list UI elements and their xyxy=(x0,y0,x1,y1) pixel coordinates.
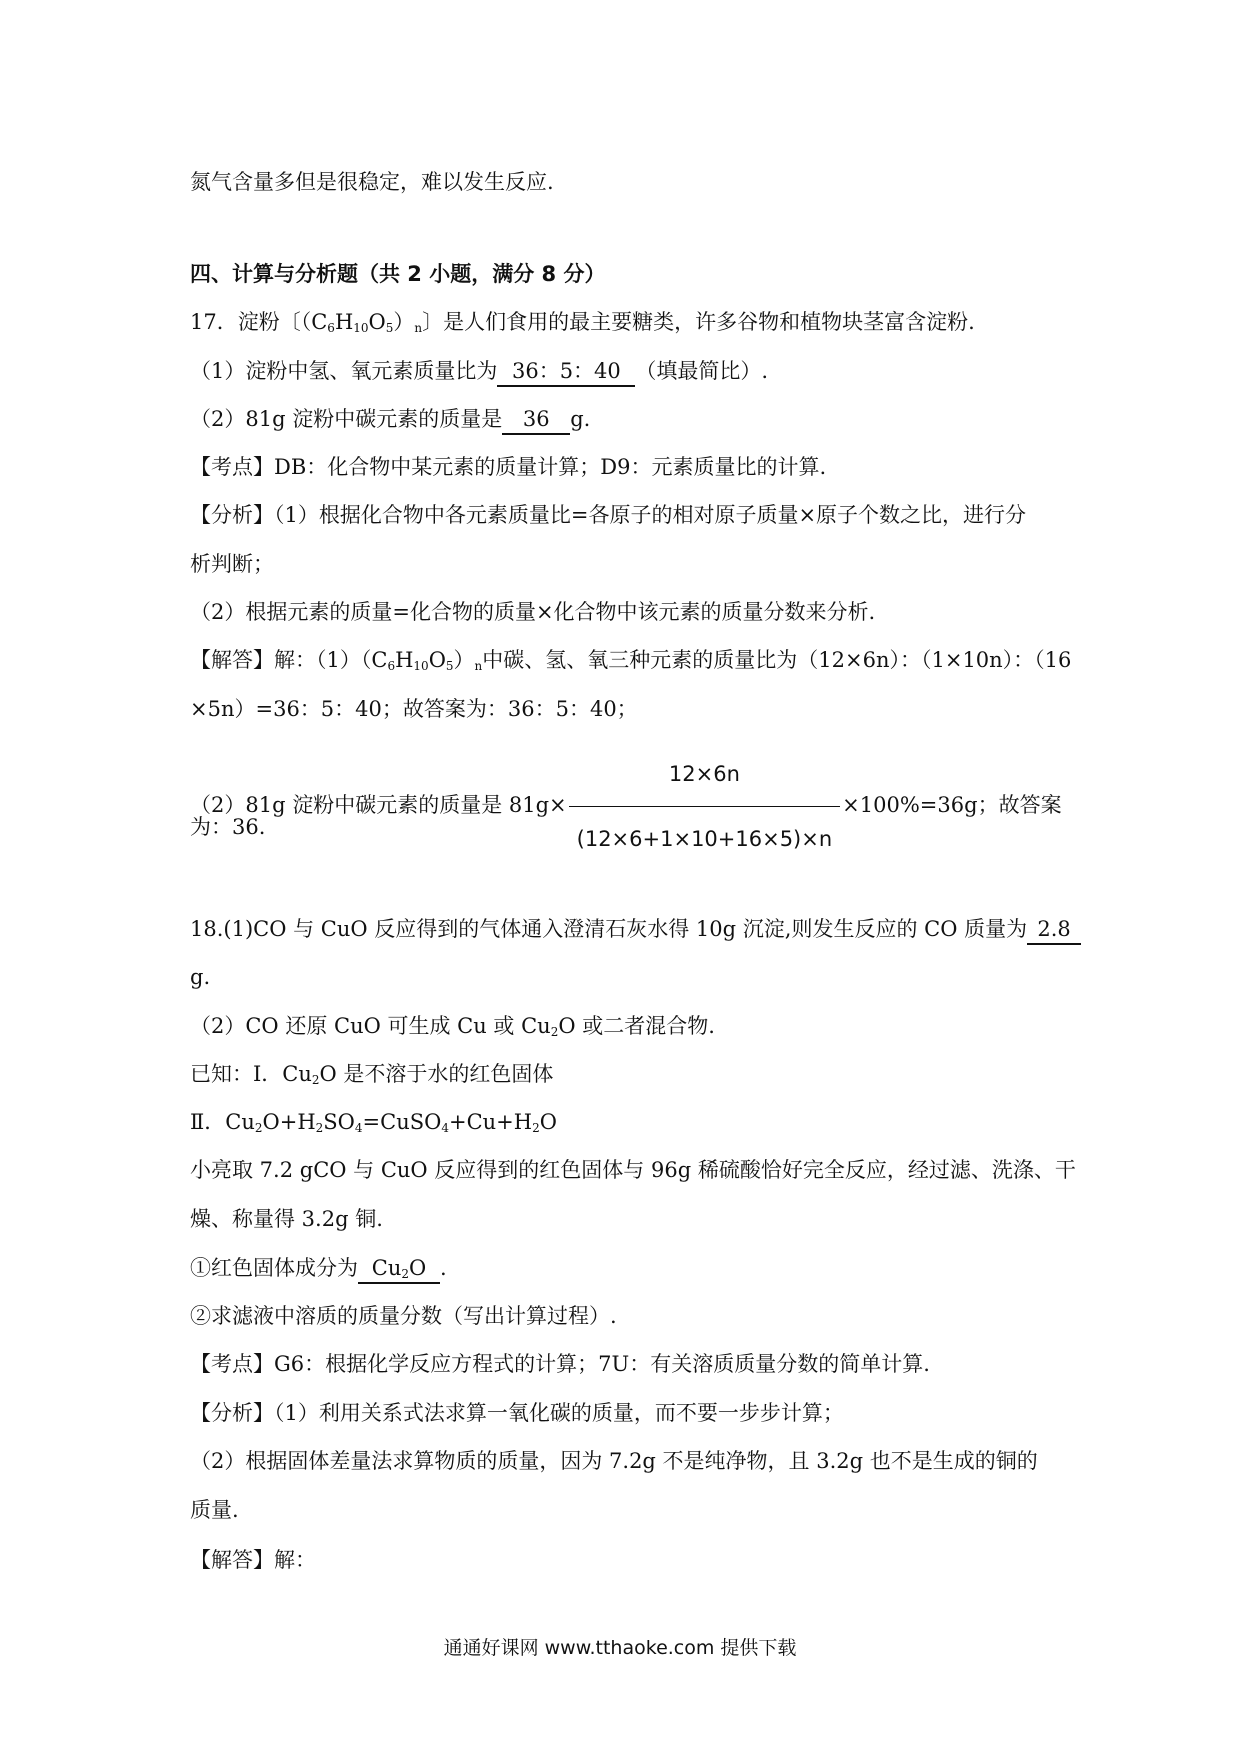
q17-kaodian: 【考点】DB：化合物中某元素的质量计算；D9：元素质量比的计算. xyxy=(190,455,827,479)
q18-part1: 18.(1)CO 与 CuO 反应得到的气体通入澄清石灰水得 10g 沉淀,则发生反应的 CO 质量为 2.8 xyxy=(190,915,1081,945)
page-footer: 通通好课网 www.tthaoke.com 提供下载 xyxy=(443,1637,797,1659)
q18-known-1: 已知：Ⅰ．$Cu_2O$ 是不溶于水的红色固体 xyxy=(190,1062,554,1087)
q18-sub2: ②求滤液中溶质的质量分数（写出计算过程）. xyxy=(190,1304,617,1328)
q17-fenxi-2: （2）根据元素的质量=化合物的质量×化合物中该元素的质量分数来分析. xyxy=(190,600,876,624)
mass-fraction-formula: $\frac{12\times 6n}{(12\times 6+1\times 10+16\times 5)\times n}$ xyxy=(569,744,841,869)
q18-fenxi-2b: 质量. xyxy=(190,1498,239,1522)
q18-jieda: 【解答】解： xyxy=(190,1548,316,1572)
q17-part2: （2）81g 淀粉中碳元素的质量是 36 g. xyxy=(190,405,590,435)
q18-known-2-equation: Ⅱ．$Cu_2O+H_2SO_4=CuSO_4+Cu+H_2O$ xyxy=(190,1110,557,1135)
q17-jieda-1b: ×5n）=36：5：40；故答案为：36：5：40； xyxy=(190,697,638,721)
q18-part2: （2）CO 还原 CuO 可生成 Cu 或 $Cu_2O$ 或二者混合物. xyxy=(190,1014,715,1039)
section-title: 四、计算与分析题（共 2 小题，满分 8 分） xyxy=(190,262,606,286)
q18-part1-answer: 2.8 xyxy=(1027,915,1081,945)
q17-jieda-2: （2）81g 淀粉中碳元素的质量是 81g× $\frac{12\times 6n}{(12\times 6+1\times 10+16\times 5)\times n}$ ×100%=36g；故答案 xyxy=(190,744,1062,869)
q17-fenxi-1b: 析判断； xyxy=(190,552,274,576)
q17-fenxi-1: 【分析】（1）根据化合物中各元素质量比=各原子的相对原子质量×原子个数之比，进行分 xyxy=(190,503,1027,527)
q18-scenario-2: 燥、称量得 3.2g 铜. xyxy=(190,1207,383,1231)
q18-sub1: ①红色固体成分为 $Cu_2O$ . xyxy=(190,1254,447,1284)
answer-tail-text: 氮气含量多但是很稳定，难以发生反应. xyxy=(190,170,554,194)
q17-part2-answer: 36 xyxy=(502,405,570,435)
q17-stem: 17．淀粉〔$(C_6H_{10}O_5)_n$〕是人们食用的最主要糖类，许多谷物和植物块茎富含淀粉. xyxy=(190,310,975,335)
q18-fenxi-2: （2）根据固体差量法求算物质的质量，因为 7.2g 不是纯净物，且 3.2g 也不是生成的铜的 xyxy=(190,1449,1038,1473)
q17-jieda-2b: 为：36. xyxy=(190,815,266,839)
q17-part1: （1）淀粉中氢、氧元素质量比为 36：5：40 （填最简比）. xyxy=(190,357,768,387)
q18-scenario-1: 小亮取 7.2 gCO 与 CuO 反应得到的红色固体与 96g 稀硫酸恰好完全反应，经过滤、洗涤、干 xyxy=(190,1158,1076,1182)
q18-sub1-answer: $Cu_2O$ xyxy=(358,1254,440,1284)
q17-part1-answer: 36：5：40 xyxy=(497,357,635,387)
q18-kaodian: 【考点】G6：根据化学反应方程式的计算；7U：有关溶质质量分数的简单计算. xyxy=(190,1352,930,1376)
q18-part1-unit: g. xyxy=(190,965,211,989)
q17-jieda-1: 【解答】解：$(1)(C_6H_{10}O_5)_n$中碳、氢、氧三种元素的质量比为（12×6n）：（1×10n）：（16 xyxy=(190,648,1072,673)
q18-fenxi-1: 【分析】（1）利用关系式法求算一氧化碳的质量，而不要一步步计算； xyxy=(190,1401,844,1425)
